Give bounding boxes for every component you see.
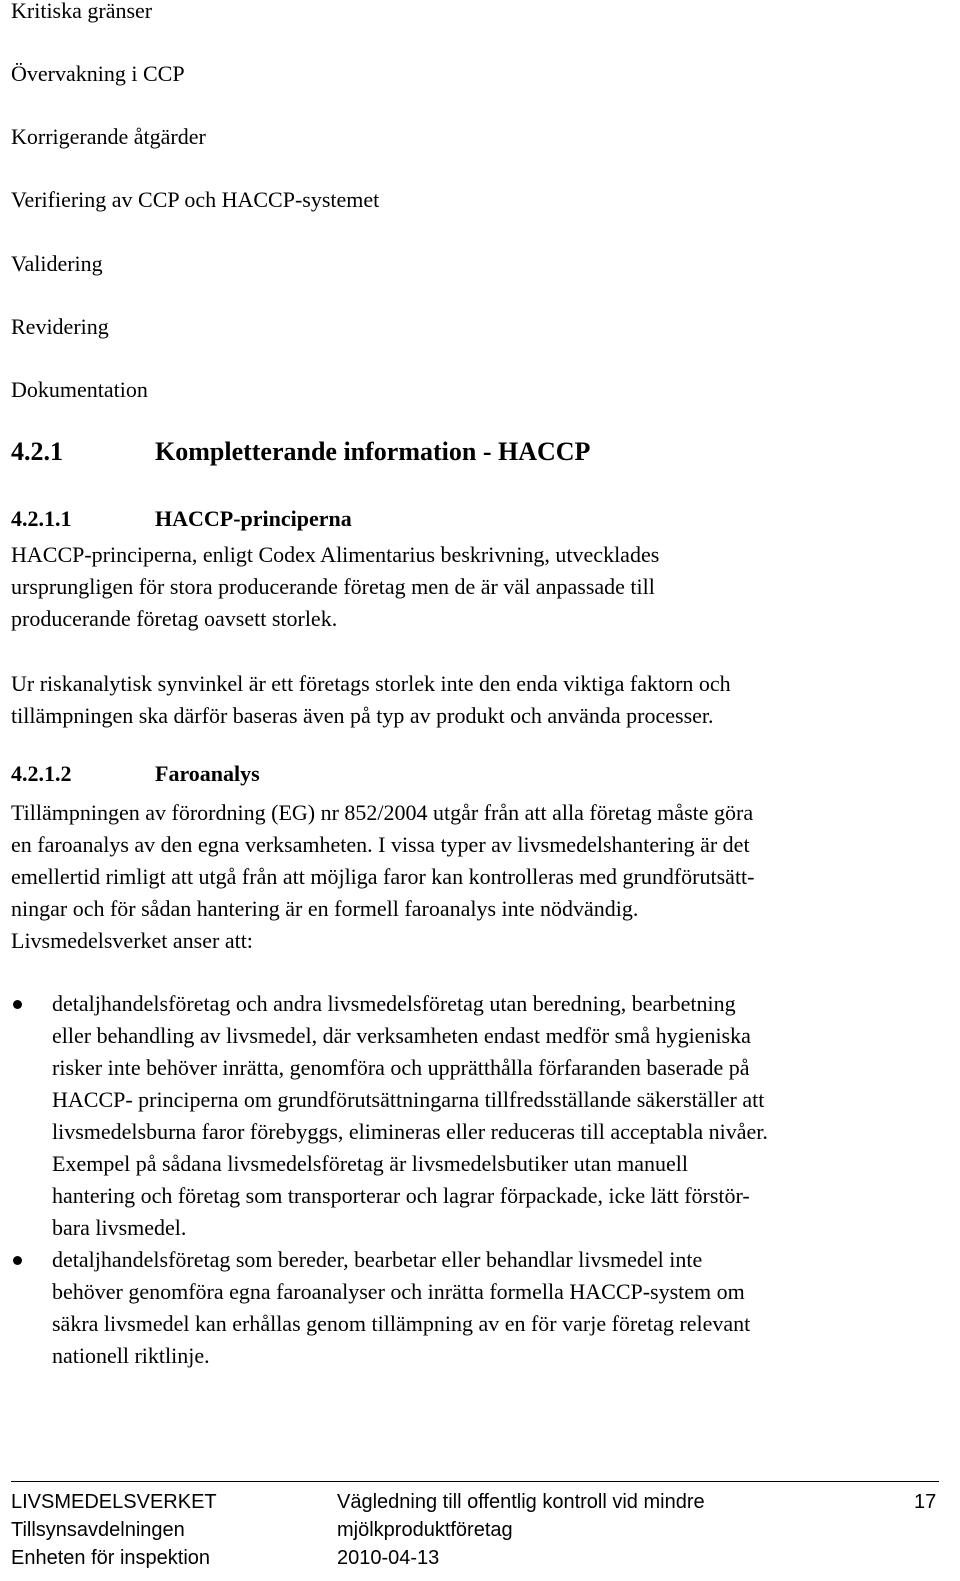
principle-item: Kritiska gränser	[11, 0, 153, 23]
section-heading-4-2-1-2	[11, 761, 260, 787]
bullet-line: hantering och företag som transporterar och lagrar förpackade, icke lätt förstör-	[52, 1183, 750, 1208]
paragraph	[11, 668, 936, 732]
paragraph-line: HACCP-principerna, enligt Codex Alimentarius beskrivning, utvecklades	[11, 542, 660, 567]
bullet-line: Exempel på sådana livsmedelsföretag är livsmedelsbutiker utan manuell	[52, 1151, 688, 1176]
principle-item: Övervakning i CCP	[11, 61, 185, 86]
paragraph-line: Ur riskanalytisk synvinkel är ett företags storlek inte den enda viktiga faktorn och	[11, 671, 731, 696]
bullet-line: livsmedelsburna faror förebyggs, elimineras eller reduceras till acceptabla nivåer.	[52, 1119, 768, 1144]
bullet-icon	[13, 1000, 22, 1009]
bullet-line: nationell riktlinje.	[52, 1343, 210, 1368]
section-number: 4.2.1.1	[11, 506, 72, 531]
paragraph	[11, 539, 936, 635]
section-title: HACCP-principerna	[155, 506, 352, 531]
footer-doc-title: Vägledning till offentlig kontroll vid mindre	[337, 1491, 705, 1513]
bullet-item	[11, 988, 941, 1244]
paragraph	[11, 797, 936, 957]
section-title: Faroanalys	[155, 761, 260, 786]
principle-item: Revidering	[11, 314, 109, 339]
principle-item: Korrigerande åtgärder	[11, 124, 206, 149]
bullet-line: bara livsmedel.	[52, 1215, 187, 1240]
paragraph-line: producerande företag oavsett storlek.	[11, 606, 338, 631]
footer-department: Tillsynsavdelningen	[11, 1519, 185, 1541]
section-number: 4.2.1.2	[11, 761, 72, 786]
footer-page-number: 17	[914, 1491, 937, 1513]
paragraph-line: emellertid rimligt att utgå från att möjliga faror kan kontrolleras med grundförutsätt-	[11, 864, 755, 889]
paragraph-line: ningar och för sådan hantering är en formell faroanalys inte nödvändig.	[11, 896, 639, 921]
footer-center	[337, 1488, 705, 1572]
bullet-line: risker inte behöver inrätta, genomföra och upprätthålla förfaranden baserade på	[52, 1055, 750, 1080]
principle-item: Dokumentation	[11, 377, 148, 402]
footer-agency: LIVSMEDELSVERKET	[11, 1491, 217, 1513]
bullet-line: eller behandling av livsmedel, där verksamheten endast medför små hygieniska	[52, 1023, 751, 1048]
bullet-line: detaljhandelsföretag som bereder, bearbetar eller behandlar livsmedel inte	[52, 1247, 703, 1272]
paragraph-line: Livsmedelsverket anser att:	[11, 928, 253, 953]
footer-unit: Enheten för inspektion	[11, 1547, 211, 1569]
section-number: 4.2.1	[11, 437, 63, 466]
paragraph-line: tillämpningen ska därför baseras även på typ av produkt och använda processer.	[11, 703, 714, 728]
bullet-line: detaljhandelsföretag och andra livsmedelsföretag utan beredning, bearbetning	[52, 991, 736, 1016]
bullet-list	[11, 988, 941, 1372]
footer-date: 2010-04-13	[337, 1547, 440, 1569]
bullet-item	[11, 1244, 941, 1372]
section-heading-4-2-1	[11, 437, 590, 467]
paragraph-line: en faroanalys av den egna verksamheten. I vissa typer av livsmedelshantering är det	[11, 832, 750, 857]
principle-item: Verifiering av CCP och HACCP-systemet	[11, 187, 380, 212]
section-heading-4-2-1-1	[11, 506, 352, 532]
principle-item: Validering	[11, 251, 103, 276]
footer-left	[11, 1488, 217, 1572]
bullet-line: säkra livsmedel kan erhållas genom tillämpning av en för varje företag relevant	[52, 1311, 751, 1336]
footer-divider	[11, 1481, 939, 1482]
bullet-icon	[13, 1256, 22, 1265]
bullet-line: HACCP- principerna om grundförutsättningarna tillfredsställande säkerställer att	[52, 1087, 765, 1112]
bullet-line: behöver genomföra egna faroanalyser och inrätta formella HACCP-system om	[52, 1279, 745, 1304]
paragraph-line: ursprungligen för stora producerande företag men de är väl anpassade till	[11, 574, 655, 599]
footer-doc-title: mjölkproduktföretag	[337, 1519, 513, 1541]
section-title: Kompletterande information - HACCP	[155, 437, 591, 466]
paragraph-line: Tillämpningen av förordning (EG) nr 852/2004 utgår från att alla företag måste göra	[11, 800, 754, 825]
